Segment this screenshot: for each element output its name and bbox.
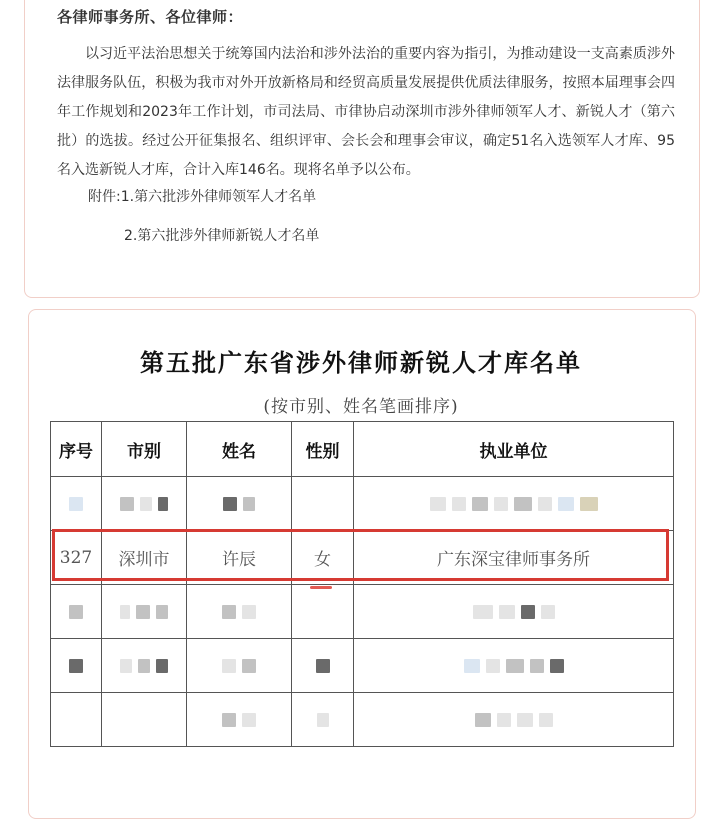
table-row-highlighted [51, 531, 674, 585]
header-gender: 性别 [292, 422, 354, 477]
roster-title: 第五批广东省涉外律师新锐人才库名单 [140, 348, 582, 377]
notice-paragraph: 以习近平法治思想关于统筹国内法治和涉外法治的重要内容为指引，为推动建设一支高素质涉外法律服务队伍，积极为我市对外开放新格局和经贸高质量发展提供优质法律服务，按照本届理事会四年工作规划和2023年工作计划，市司法局、市律协启动深圳市涉外律师领军人才、新锐人才（第六批）的选拔。经过公开征集报名、组织评审、会长会和理事会审议，确定51名入选领军人才库、95名入选新锐人才库，合计入库146名。现将名单予以公布。 [57, 46, 675, 178]
blurred-cell [102, 477, 187, 531]
header-index: 序号 [51, 422, 102, 477]
table-header-row [51, 422, 674, 477]
roster-table [50, 421, 674, 747]
blurred-cell [292, 585, 354, 639]
blurred-cell [187, 585, 292, 639]
cell-index: 327 [51, 531, 102, 585]
cell-city: 深圳市 [102, 531, 187, 585]
blurred-cell [102, 693, 187, 747]
red-underline-mark [310, 586, 332, 589]
blurred-cell [292, 693, 354, 747]
blurred-cell [292, 639, 354, 693]
table-row-blurred [51, 477, 674, 531]
cell-firm: 广东深宝律师事务所 [354, 531, 674, 585]
header-city: 市别 [102, 422, 187, 477]
blurred-cell [187, 693, 292, 747]
table-row-blurred [51, 693, 674, 747]
blurred-cell [354, 693, 674, 747]
blurred-cell [51, 477, 102, 531]
cell-name: 许辰 [187, 531, 292, 585]
notice-salutation: 各律师事务所、各位律师： [57, 8, 244, 26]
blurred-cell [51, 585, 102, 639]
blurred-cell [354, 585, 674, 639]
blurred-cell [51, 693, 102, 747]
cell-gender: 女 [292, 531, 354, 585]
header-firm: 执业单位 [354, 422, 674, 477]
blurred-cell [102, 639, 187, 693]
table-row-blurred [51, 639, 674, 693]
roster-subtitle: (按市别、姓名笔画排序) [263, 397, 459, 417]
blurred-cell [51, 639, 102, 693]
attachment-2-link[interactable]: 2.第六批涉外律师新锐人才名单 [124, 228, 320, 244]
blurred-cell [187, 639, 292, 693]
header-name: 姓名 [187, 422, 292, 477]
blurred-cell [292, 477, 354, 531]
attachment-1-link[interactable]: 附件:1.第六批涉外律师领军人才名单 [88, 189, 317, 205]
blurred-cell [354, 639, 674, 693]
table-row-blurred [51, 585, 674, 639]
blurred-cell [102, 585, 187, 639]
blurred-cell [354, 477, 674, 531]
blurred-cell [187, 477, 292, 531]
